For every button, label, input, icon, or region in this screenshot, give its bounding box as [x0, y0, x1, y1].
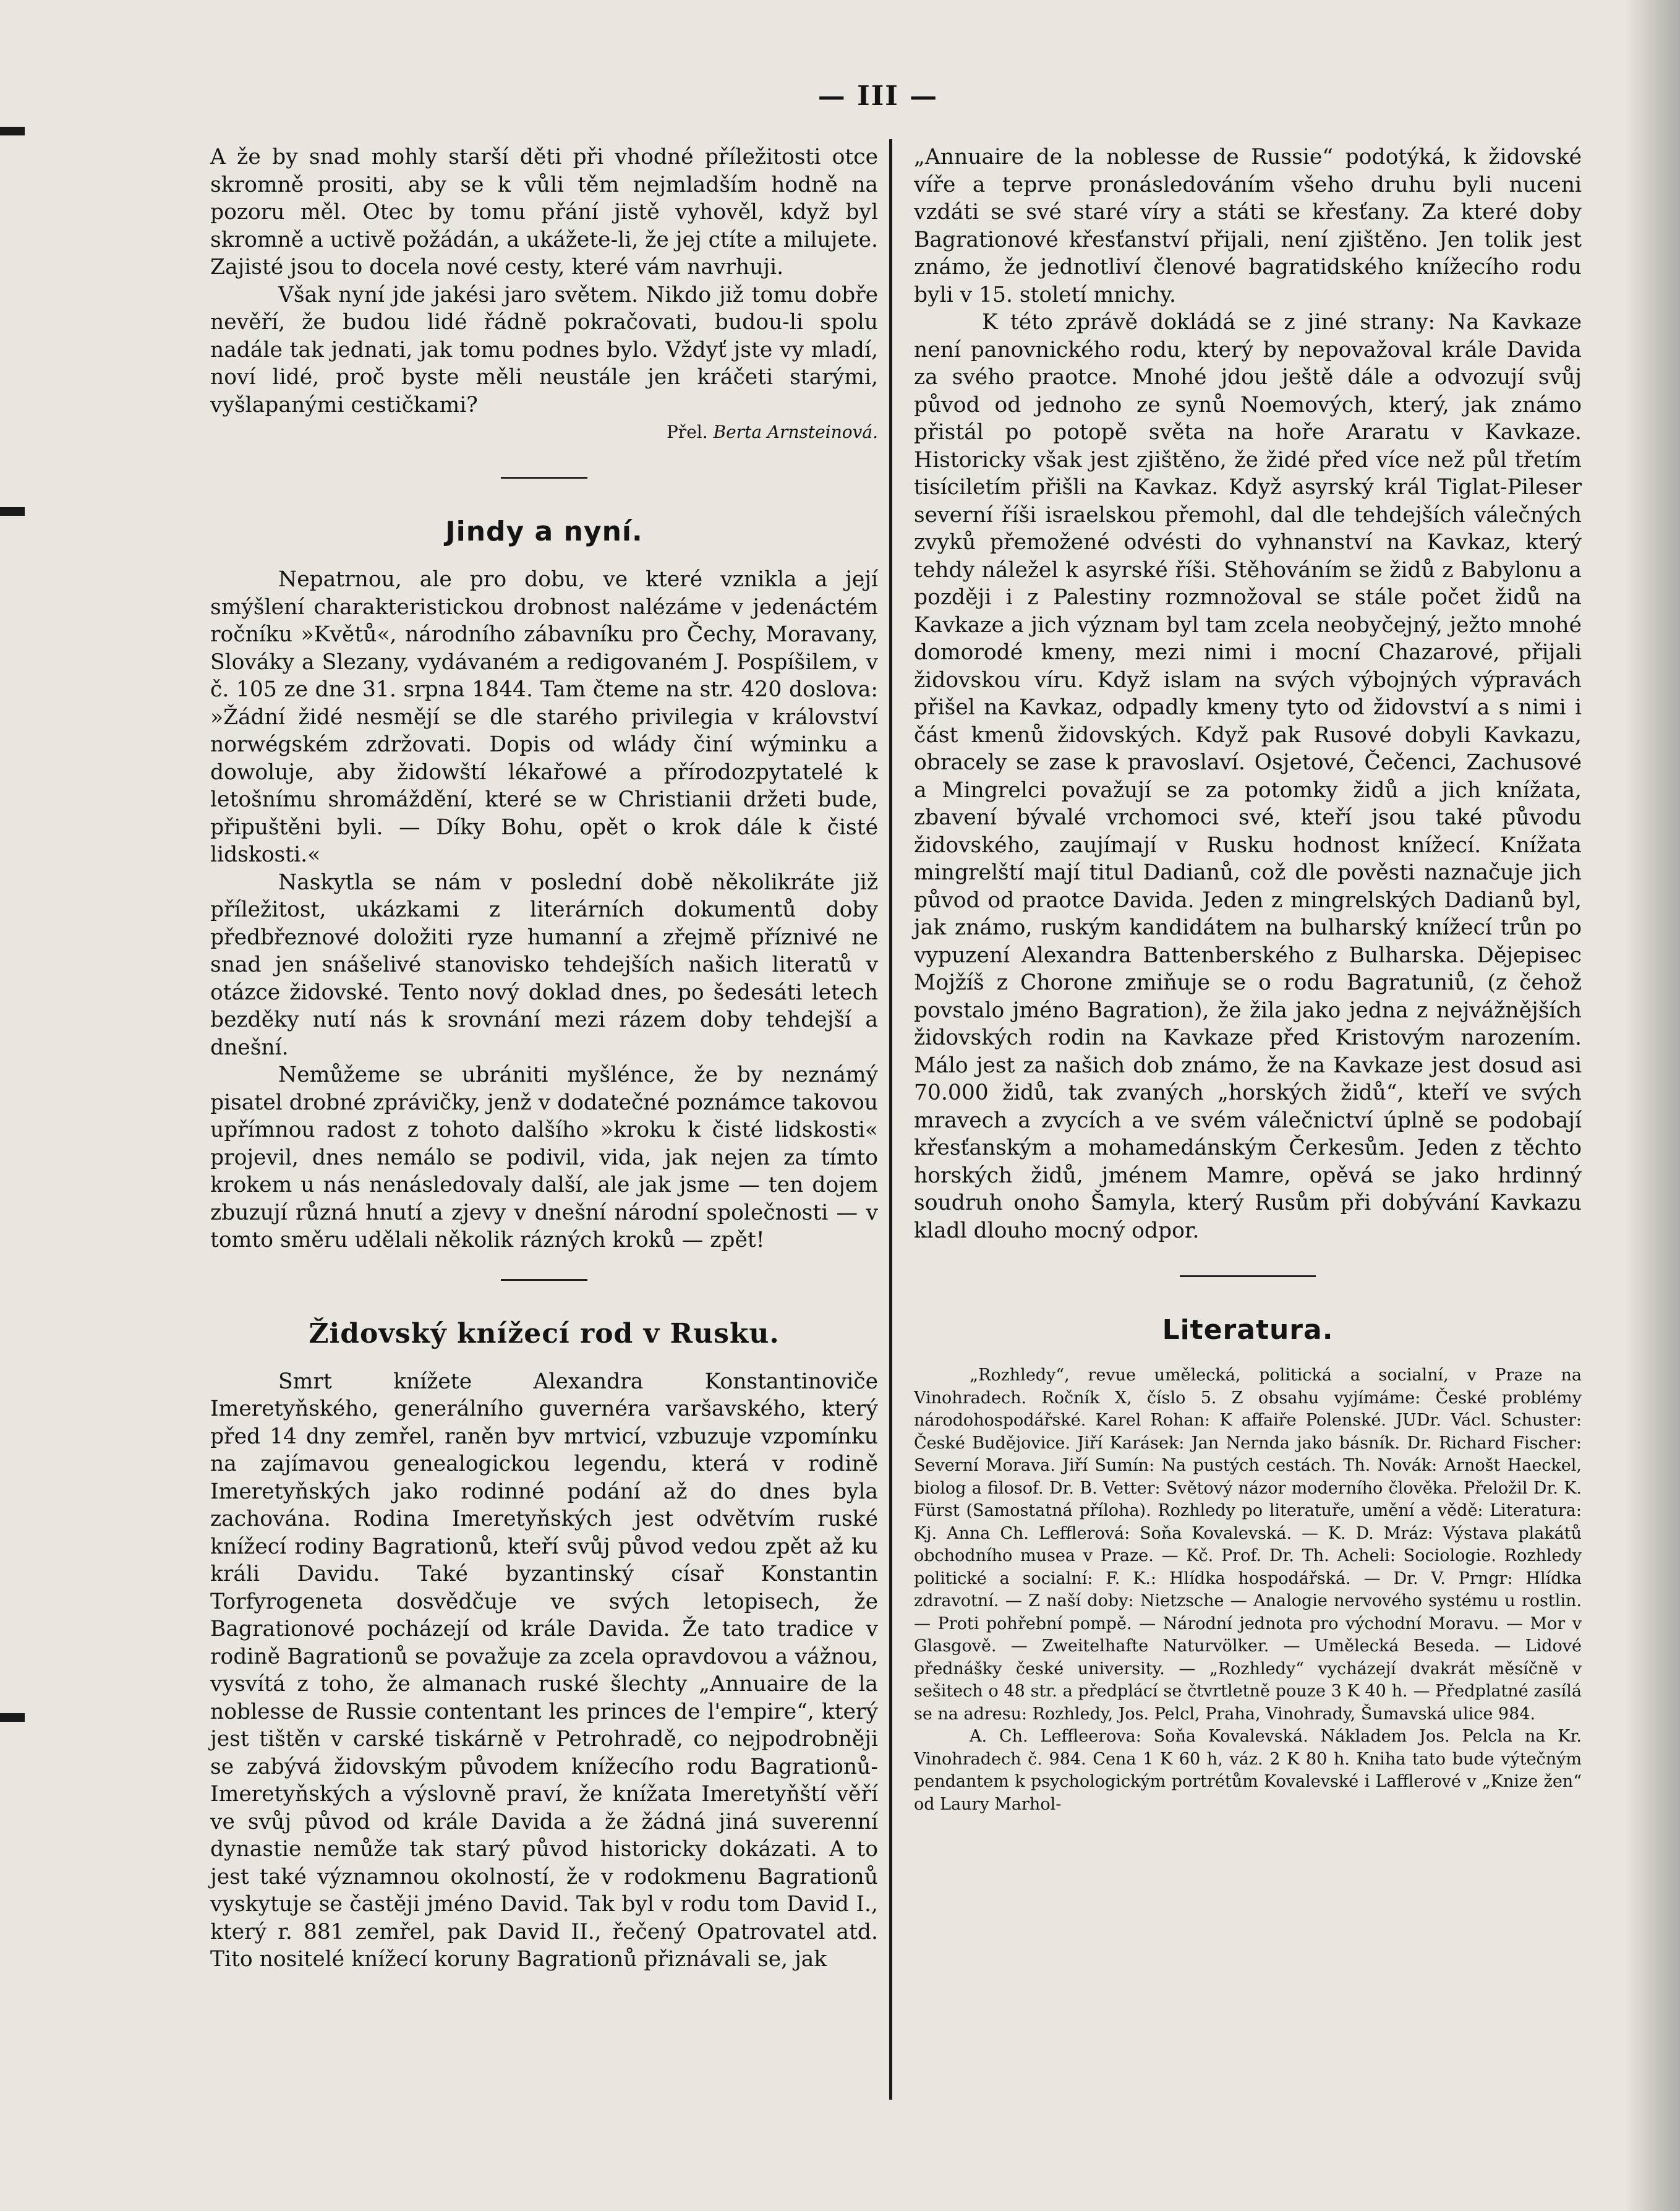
- signature-name: Berta Arnsteinová.: [713, 422, 878, 442]
- binding-mark: [0, 127, 25, 135]
- page-edge-shadow: [1624, 0, 1680, 2211]
- section-title: Literatura.: [1162, 1314, 1334, 1346]
- page-number: — III —: [817, 80, 939, 112]
- intro-paragraph: A že by snad mohly starší děti při vhodné příležitosti otce skromně prositi, aby se k vůli těm nejmladším hodně na pozoru měl. Otec by tomu přání jistě vyhověl, když byl skromně a uctivě požádán, a ukážete-li, že jej ctíte a milujete. Zajisté jsou to docela nové cesty, které vám navrhuji.: [210, 145, 878, 280]
- binding-mark: [0, 1713, 25, 1722]
- section-rule: [1180, 1275, 1316, 1277]
- section-rule: [501, 1279, 587, 1281]
- article-title: Jindy a nyní.: [445, 516, 643, 547]
- literature-entry: „Rozhledy“, revue umělecká, politická a socialní, v Praze na Vinohradech. Ročník X, číslo 5. Z obsahu vyjímáme: České problémy národohospodářské. Karel Rohan: K affaiře Polenské. JUDr. Václ. Schuster: České Budějovice. Jiří Karásek: Jan Nernda jako básník. Dr. Richard Fischer: Severní Morava. Jiří Sumín: Na pustých cestách. Th. Novák: Arnošt Haeckel, biolog a filosof. Dr. B. Vetter: Světový názor moderního člověka. Přeložil Dr. K. Fürst (Samostatná příloha). Rozhledy po literatuře, umění a vědě: Literatura: Kj. Anna Ch. Lefflerová: Soňa Kovalevská. — K. D. Mráz: Výstava plakátů obchodního musea v Praze. — Kč. Prof. Dr. Th. Acheli: Sociologie. Rozhledy politické a socialní: F. K.: Hlídka hospodářská. — Dr. V. Prngr: Hlídka zdravotní. — Z naší doby: Nietzsche — Analogie nervového systému u rostlin. — Proti pohřební pompě. — Národní jednota pro východní Moravu. — Mor v Glasgově. — Zweitelhafte Naturvölker. — Umělecká Beseda. — Lidové přednášky české university. — „Rozhledy“ vycházejí dvakrát měsíčně v sešitech o 48 str. a předplácí se čtvrtletně pouze 3 K 40 h. — Předplatné zasílá se na adresu: Rozhledy, Jos. Pelcl, Praha, Vinohrady, Šumavská ulice 984.: [914, 1366, 1582, 1724]
- article-paragraph: Smrt knížete Alexandra Konstantinoviče Imeretyňského, generálního guvernéra varšavského, který před 14 dny zemřel, raněn byv mrtvicí, vzbuzuje vzpomínku na zajímavou genealogickou legendu, která v rodině Imeretyňských jako rodinné podání až do dnes byla zachována. Rodina Imeretyňských jest odvětvím ruské knížecí rodiny Bagrationů, kteří svůj původ vedou zpět až ku králi Davidu. Také byzantinský císař Konstantin Torfyrogeneta dosvědčuje ve svých letopisech, že Bagrationové pocházejí od krále Davida. Že tato tradice v rodině Bagrationů se považuje za zcela opravdovou a vážnou, vysvítá z toho, že almanach ruské šlechty „Annuaire de la noblesse de Russie contentant les princes de l'empire“, který jest tištěn v carské tiskárně v Petrohradě, co nejpodrobněji se zabývá židovským původem knížecího rodu Bagrationů-Imeretyňských a výslovně praví, že knížata Imeretyňští věří ve svůj původ od krále Davida a že žádná jiná suverenní dynastie nemůže tak starý původ historicky dokázati. A to jest také významnou okolností, že v rodokmenu Bagrationů vyskytuje se častěji jméno David. Tak byl v rodu tom David I., který r. 881 zemřel, pak David II., řečený Opatrovatel atd. Tito nositelé knížecí koruny Bagrationů přiznávali se, jak: [210, 1369, 878, 1972]
- article-paragraph: K této zprávě dokládá se z jiné strany: Na Kavkaze není panovnického rodu, který by nepovažoval krále Davida za svého praotce. Mnohé jdou ještě dále a odvozují svůj původ od jednoho ze synů Noemových, který, jak známo přistál po potopě světa na hoře Araratu v Kavkaze. Historicky však jest zjištěno, že židé před více než půl třetím tisíciletím přišli na Kavkaz. Když asyrský král Tiglat-Pileser severní říši israelskou přemohl, dal dle tehdejších válečných zvyků přemožené odvésti do vyhnanství na Kavkaz, který tehdy náležel k asyrské říši. Stěhováním se židů z Babylonu a později i z Palestiny rozmnožoval se stále počet židů na Kavkaze a jich význam byl tam zcela neobyčejný, ježto mnohé domorodé kmeny, mezi nimi i mocní Chazarové, přijali židovskou víru. Když islam na svých výbojných výpravách přišel na Kavkaz, odpadly kmeny tyto od židovství a s nimi i část kmenů židovských. Když pak Rusové dobyli Kavkazu, obracely se zase k pravoslaví. Osjetové, Čečenci, Zachusové a Mingrelci považují se za potomky židů a jich knížata, zbavení bývalé vrchomoci své, kteří jsou také původu židovského, zaujímají v Rusku hodnost knížecí. Knížata mingrelští mají titul Dadianů, což dle pověsti naznačuje jich původ od praotce Davida. Jeden z mingrelských Dadianů byl, jak známo, ruským kandidátem na bulharský knížecí trůn po vypuzení Alexandra Battenberského z Bulharska. Dějepisec Mojžíš z Chorone zmiňuje se o rodu Bagratuniů, (z čehož povstalo jméno Bagration), že žila jako jedna z nejvážnějších židovských rodin na Kavkaze před Kristovým narozením. Málo jest za našich dob známo, že na Kavkaze jest dosud asi 70.000 židů, tak zvaných „horských židů“, kteří ve svých mravech a zvycích a ve svém válečnictví úplně se podobají křesťanským a mohamedánským Čerkesům. Jeden z těchto horských židů, jménem Mamre, opěvá se jako hrdinný soudruh onoho Šamyla, který Rusům při dobývání Kavkazu kladl dlouho mocný odpor.: [914, 310, 1582, 1243]
- binding-mark: [0, 507, 25, 516]
- translator-signature: [210, 419, 878, 446]
- article-paragraph: Nepatrnou, ale pro dobu, ve které vznikla a její smýšlení charakteristickou drobnost nalézáme v jedenáctém ročníku »Květů«, národního zábavníku pro Čechy, Moravany, Slováky a Slezany, vydávaném a redigovaném J. Pospíšilem, v č. 105 ze dne 31. srpna 1844. Tam čteme na str. 420 doslova: »Žádní židé nesmějí se dle starého privilegia v království norwégském zdržovati. Dopis od wlády činí wýminku a dowoluje, aby židowští lékařowé a přírodozpytatelé k letošnímu shromáždění, které se w Christianii držeti bude, připuštěni byli. — Díky Bohu, opět o krok dále k čisté lidskosti.«: [210, 567, 878, 867]
- article-paragraph: „Annuaire de la noblesse de Russie“ podotýká, k židovské víře a teprve pronásledováním všeho druhu byli nuceni vzdáti se své staré víry a státi se křesťany. Za které doby Bagrationové křesťanství přijali, není zjištěno. Jen tolik jest známo, že jednotliví členové bagratidského knížecího rodu byli v 15. století mnichy.: [914, 145, 1582, 307]
- intro-paragraph: Však nyní jde jakési jaro světem. Nikdo již tomu dobře nevěří, že budou lidé řádně pokračovati, budou-li spolu nadále tak jednati, jak tomu podnes bylo. Vždyť jste vy mladí, noví lidé, proč byste měli neustále jen kráčeti starými, vyšlapanými cestičkami?: [210, 282, 878, 417]
- article-paragraph: Nemůžeme se ubrániti myšlénce, že by neznámý pisatel drobné zprávičky, jenž v dodatečné poznámce takovou upřímnou radost z tohoto dalšího »kroku k čisté lidskosti« projevil, dnes nemálo se podivil, vida, jak nejen za tímto krokem u nás nenásledovaly další, ale jak jsme — ten dojem zbuzují různá hnutí a zjevy v dnešní národní společnosti — v tomto směru udělali několik rázných kroků — zpět!: [210, 1063, 878, 1252]
- literature-section: [914, 1364, 1582, 1816]
- left-column: [210, 143, 878, 1974]
- literature-entry: A. Ch. Leffleerova: Soňa Kovalevská. Nákladem Jos. Pelcla na Kr. Vinohradech č. 984. Cena 1 K 60 h, váz. 2 K 80 h. Kniha tato bude výtečným pendantem k psychologickým portrétům Kovalevské i Lafflerové v „Knize žen“ od Laury Marhol-: [914, 1727, 1582, 1814]
- article-title: Židovský knížecí rod v Rusku.: [309, 1317, 780, 1349]
- right-column: [914, 143, 1582, 1816]
- article-paragraph: Naskytla se nám v poslední době několikráte již příležitost, ukázkami z literárních dokumentů doby předbřeznové doložiti ryze humanní a zřejmě příznivé ne snad jen snášelivé stanovisko tehdejších našich literatů v otázce židovské. Tento nový doklad dnes, po šedesáti letech bezděky nutí nás k srovnání mezi rázem doby tehdejší a dnešní.: [210, 870, 878, 1060]
- section-rule: [501, 477, 587, 479]
- signature-prefix: Přel.: [666, 422, 708, 442]
- column-divider: [889, 139, 892, 2100]
